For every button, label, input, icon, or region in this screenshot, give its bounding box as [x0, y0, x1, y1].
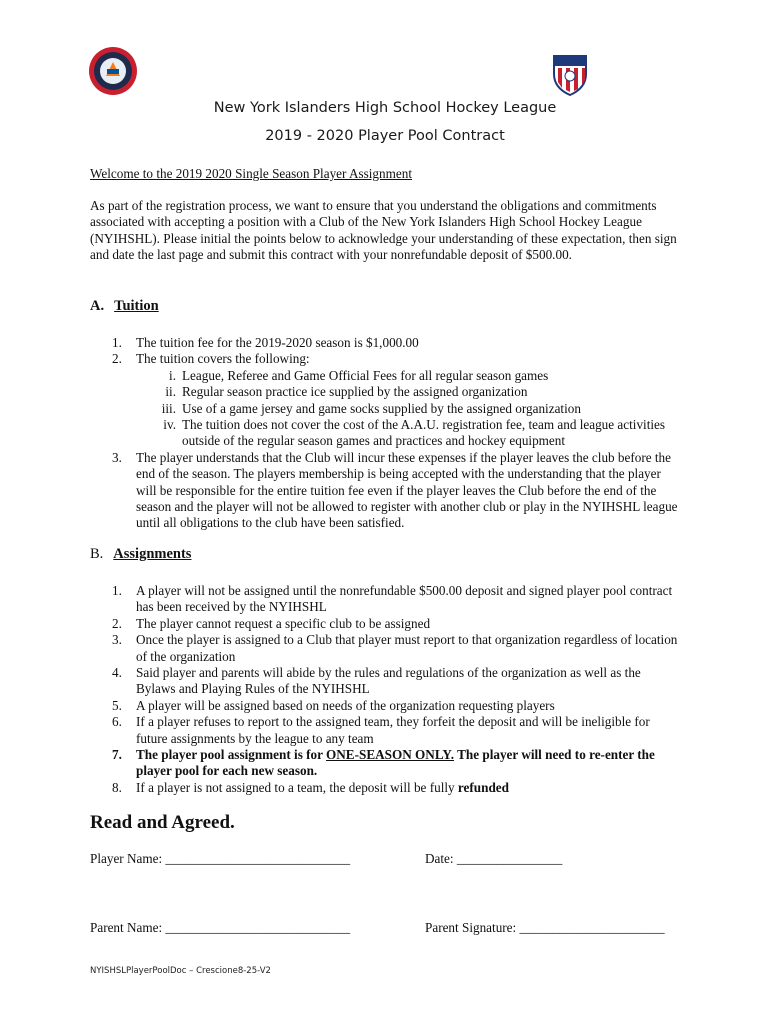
- document-subtitle: 2019 - 2020 Player Pool Contract: [265, 128, 505, 144]
- sublist-item: iv. The tuition does not cover the cost of the A.A.U. registration fee, team and league activities outside of the regular season games and practices and hockey equipment: [163, 417, 666, 449]
- intro-paragraph: As part of the registration process, we want to ensure that you understand the obligations and commitments associated with accepting a position with a Club of the New York Islanders High School Hockey League (NYIHSHL). Please initial the points below to acknowledge your understanding of these expectation, then sign and date the last page and submit this contract with your nonrefundable deposit of $500.00.: [90, 198, 677, 263]
- sublist-item: i. League, Referee and Game Official Fees for all regular season games: [169, 367, 549, 383]
- tuition-covers-sublist: [136, 368, 680, 450]
- parent-signature-field[interactable]: Parent Signature: ______________________: [425, 920, 665, 935]
- date-field[interactable]: Date: ________________: [425, 851, 563, 866]
- list-item: 4. Said player and parents will abide by the rules and regulations of the organization as well as the Bylaws and Playing Rules of the NYIHSHL: [112, 665, 641, 697]
- read-and-agreed-heading: Read and Agreed.: [90, 812, 235, 833]
- nyi-hockey-league-logo-icon: [88, 46, 138, 96]
- document-footer: NYISHSLPlayerPoolDoc – Crescione8-25-V2: [90, 966, 271, 976]
- list-item-one-season: 7. The player pool assignment is for ONE-SEASON ONLY. The player will need to re-enter the player pool for each new season.: [112, 747, 655, 779]
- document-title: New York Islanders High School Hockey League: [213, 100, 557, 116]
- aau-shield-logo-icon: [552, 52, 588, 96]
- welcome-line: Welcome to the 2019 2020 Single Season Player Assignment: [90, 166, 412, 181]
- list-item: 2. The player cannot request a specific club to be assigned: [112, 615, 431, 631]
- sublist-item: ii. Regular season practice ice supplied by the assigned organization: [165, 384, 528, 400]
- section-a-title: Tuition: [114, 298, 159, 314]
- player-name-field[interactable]: Player Name: ____________________________: [90, 851, 351, 866]
- list-item: 1. The tuition fee for the 2019-2020 season is $1,000.00: [112, 335, 419, 350]
- parent-name-field[interactable]: Parent Name: ____________________________: [90, 920, 351, 935]
- refunded-emphasis: refunded: [457, 779, 509, 795]
- list-item: 3. Once the player is assigned to a Club that player must report to that organization regardless of location of the organization: [112, 632, 678, 664]
- list-item: 1. A player will not be assigned until the nonrefundable $500.00 deposit and signed player pool contract has been received by the NYIHSHL: [112, 583, 673, 615]
- assignments-list: [0, 583, 680, 796]
- list-item: 5. A player will be assigned based on needs of the organization requesting players: [112, 697, 555, 713]
- section-b-title: Assignments: [113, 546, 192, 562]
- tuition-list: [0, 335, 680, 532]
- section-a-letter: A.: [90, 298, 105, 314]
- section-b-heading: [90, 546, 191, 563]
- list-item-refund: 8. If a player is not assigned to a team, the deposit will be fully refunded: [112, 779, 509, 795]
- list-item: 3. The player understands that the Club will incur these expenses if the player leaves the club before the end of the season. The players membership is being accepted with the understanding that the player will be responsible for the entire tuition fee even if the player leaves the Club before the end of the season and the player will not be allowed to register with another club or play in the NYIHSHL league until all obligations to the club have been satisfied.: [112, 449, 678, 531]
- sublist-item: iii. Use of a game jersey and game socks supplied by the assigned organization: [161, 400, 581, 416]
- one-season-emphasis: ONE-SEASON ONLY.: [326, 747, 455, 763]
- list-item: 6. If a player refuses to report to the assigned team, they forfeit the deposit and will be ineligible for future assignments by the league to any team: [112, 714, 650, 746]
- list-item: 2. The tuition covers the following: i. League, Referee and Game Official Fees for all regular season games ii. Regular season practice ice supplied by the assigned organization iii. Use of a game jersey and game socks supplied by the assigned organization iv. The tuition does not cover the cost of the A.A.U. registration fee, team and league activities outside of the regular season games and practices and hockey equipment: [0, 351, 680, 449]
- section-b-letter: B.: [90, 546, 104, 562]
- section-a-heading: [90, 298, 159, 315]
